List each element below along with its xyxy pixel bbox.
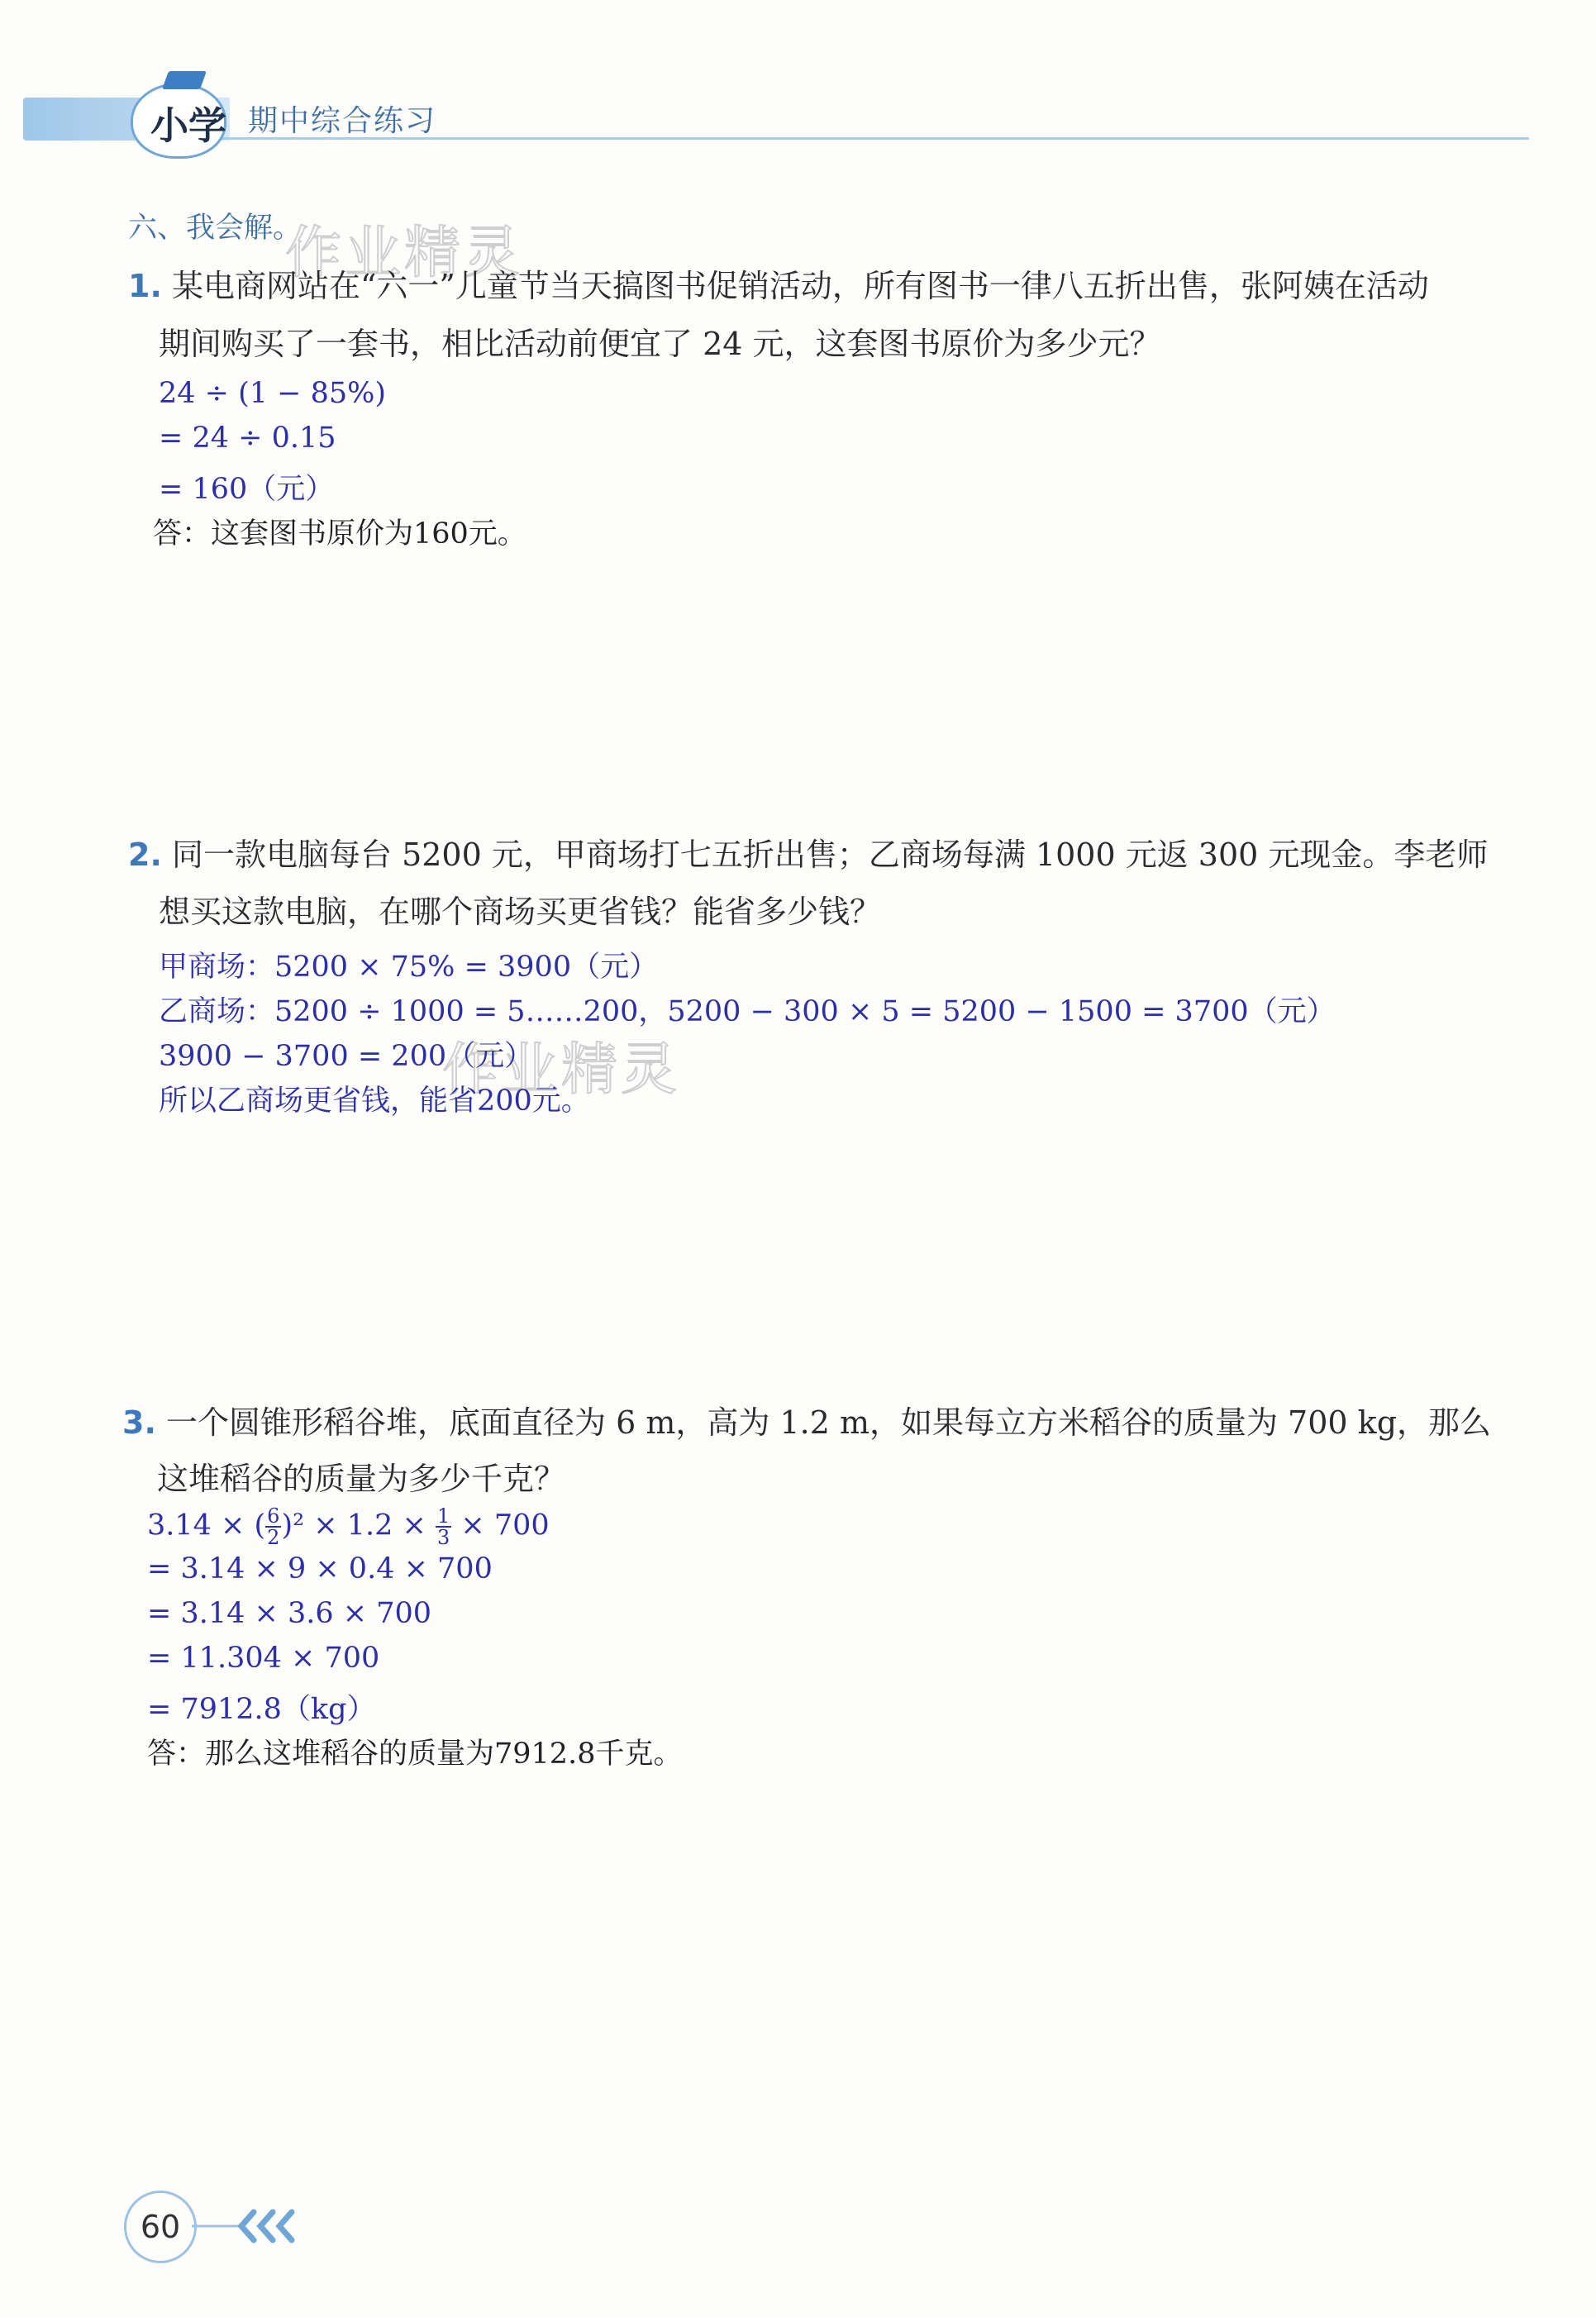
question-1-line-1: 1. 某电商网站在“六一”儿童节当天搞图书促销活动，所有图书一律八五折出售，张阿姨在活动 (128, 268, 1429, 304)
answer-1-step-2: = 24 ÷ 0.15 (159, 422, 336, 455)
watermark: 作业精灵 (285, 221, 524, 286)
graduation-cap-icon (162, 71, 207, 89)
answer-3-step-3: = 3.14 × 3.6 × 700 (147, 1597, 432, 1630)
fraction: $\frac{6}{2}$ (267, 1504, 280, 1549)
question-number: 2. (128, 837, 162, 873)
question-number: 3. (122, 1404, 156, 1441)
watermark: 作业精灵 (442, 1037, 681, 1103)
answer-2-step-2: 乙商场：5200 ÷ 1000 = 5……200，5200 − 300 × 5 = 5200 − 1500 = 3700（元） (159, 995, 1336, 1028)
answer-1-step-3: = 160（元） (159, 473, 335, 506)
section-title: 六、我会解。 (128, 212, 303, 245)
answer-3-conclusion: 答：那么这堆稻谷的质量为7912.8千克。 (147, 1738, 683, 1771)
answer-3-step-5: = 7912.8（kg） (147, 1693, 376, 1726)
page-header-title: 期中综合练习 (248, 104, 437, 138)
leaf-decoration-icon (192, 2205, 307, 2247)
question-2-line-1: 2. 同一款电脑每台 5200 元，甲商场打七五折出售；乙商场每满 1000 元返 300 元现金。李老师 (128, 837, 1489, 873)
answer-3-step-1: 3.14 × ( $\frac{6}{2}$ )² × 1.2 × $\frac{1}{3}$ × 700 (147, 1504, 550, 1549)
answer-1-conclusion: 答：这套图书原价为160元。 (153, 517, 526, 551)
question-3-line-1: 3. 一个圆锥形稻谷堆，底面直径为 6 m，高为 1.2 m，如果每立方米稻谷的质量为 700 kg，那么 (122, 1404, 1492, 1441)
question-2-line-2: 想买这款电脑，在哪个商场买更省钱？能省多少钱？ (159, 894, 882, 930)
fraction: $\frac{1}{3}$ (436, 1504, 450, 1549)
answer-3-step-4: = 11.304 × 700 (147, 1642, 380, 1675)
question-number: 1. (128, 268, 162, 304)
answer-2-conclusion: 所以乙商场更省钱，能省200元。 (159, 1085, 590, 1118)
question-3-line-2: 这堆稻谷的质量为多少千克？ (157, 1461, 566, 1497)
answer-1-step-1: 24 ÷ (1 − 85%) (159, 377, 387, 410)
answer-3-step-2: = 3.14 × 9 × 0.4 × 700 (147, 1552, 493, 1585)
page-number: 60 (124, 2191, 197, 2263)
answer-2-step-1: 甲商场：5200 × 75% = 3900（元） (159, 951, 659, 984)
question-1-line-2: 期间购买了一套书，相比活动前便宜了 24 元，这套图书原价为多少元？ (159, 326, 1161, 362)
logo: 小学 (150, 103, 226, 148)
answer-2-step-3: 3900 − 3700 = 200（元） (159, 1040, 534, 1073)
